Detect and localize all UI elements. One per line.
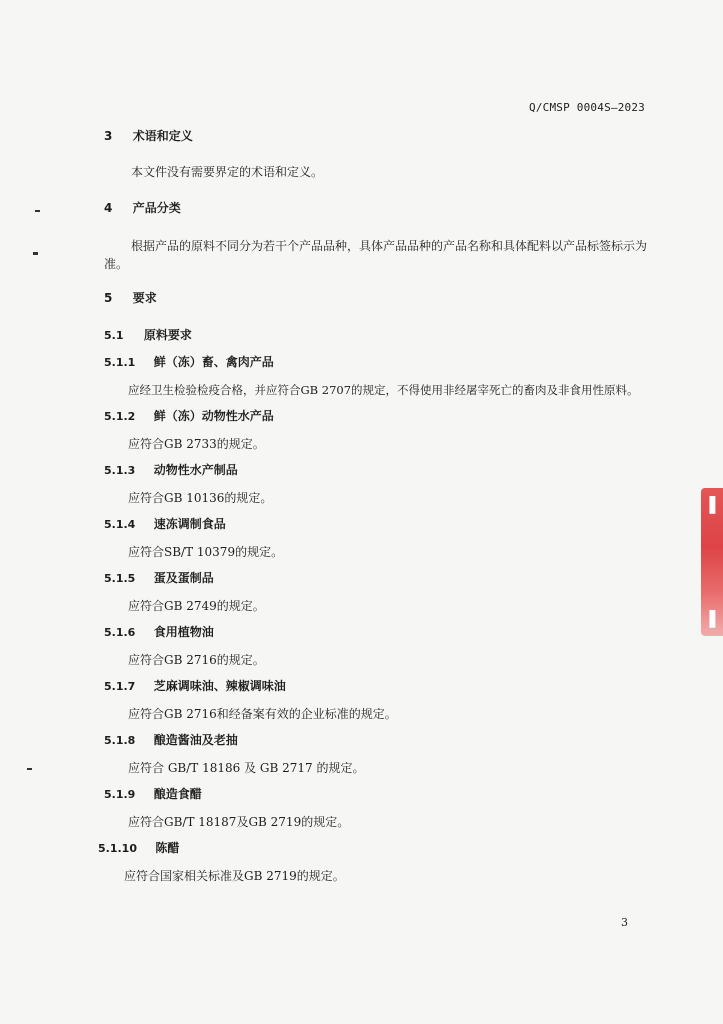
clause-number: 5.1.3 bbox=[104, 464, 136, 477]
clause-5-1-8-body: 应符合 GB/T 18186 及 GB 2717 的规定。 bbox=[128, 761, 365, 775]
clause-5-1-1-heading bbox=[104, 354, 274, 371]
scan-speck bbox=[33, 252, 38, 255]
clause-title: 鲜（冻）动物性水产品 bbox=[153, 409, 274, 423]
clause-5-1-7-body: 应符合GB 2716和经备案有效的企业标准的规定。 bbox=[128, 707, 397, 721]
clause-number: 5.1.5 bbox=[104, 572, 136, 585]
section-number: 3 bbox=[104, 129, 113, 143]
clause-5-1-4-body: 应符合SB/T 10379的规定。 bbox=[128, 545, 284, 559]
document-code: Q/CMSP 0004S—2023 bbox=[529, 101, 645, 114]
clause-5-1-9-body: 应符合GB/T 18187及GB 2719的规定。 bbox=[128, 815, 350, 829]
clause-title: 食用植物油 bbox=[153, 625, 214, 639]
scan-speck bbox=[35, 210, 40, 212]
clause-number: 5.1.8 bbox=[104, 734, 136, 747]
clause-5-1-3-body: 应符合GB 10136的规定。 bbox=[128, 491, 273, 505]
seal-glyph-fragment: ▌ bbox=[709, 496, 721, 514]
section-3-body: 本文件没有需要界定的术语和定义。 bbox=[131, 165, 324, 179]
section-4-heading bbox=[104, 200, 181, 216]
clause-title: 鲜（冻）畜、禽肉产品 bbox=[153, 355, 274, 369]
official-seal-fragment bbox=[701, 488, 723, 636]
clause-5-1-4-heading bbox=[104, 516, 226, 533]
clause-title: 酿造酱油及老抽 bbox=[153, 733, 238, 747]
clause-5-1-5-heading bbox=[104, 570, 214, 587]
seal-glyph-fragment: ▌ bbox=[709, 610, 721, 628]
clause-number: 5.1.9 bbox=[104, 788, 136, 801]
subsection-number: 5.1 bbox=[104, 329, 124, 342]
scan-speck bbox=[27, 768, 32, 770]
section-number: 4 bbox=[104, 201, 113, 215]
clause-number: 5.1.1 bbox=[104, 356, 136, 369]
clause-5-1-6-heading bbox=[104, 624, 214, 641]
clause-5-1-7-heading bbox=[104, 678, 286, 695]
clause-5-1-9-heading bbox=[104, 786, 202, 803]
clause-5-1-2-body: 应符合GB 2733的规定。 bbox=[128, 437, 265, 451]
clause-5-1-6-body: 应符合GB 2716的规定。 bbox=[128, 653, 265, 667]
section-number: 5 bbox=[104, 291, 113, 305]
clause-5-1-2-heading bbox=[104, 408, 274, 425]
page-number: 3 bbox=[621, 916, 628, 929]
section-4-body-line1: 根据产品的原料不同分为若干个产品品种，具体产品品种的产品名称和具体配料以产品标签标示为 bbox=[131, 239, 648, 253]
subsection-title: 原料要求 bbox=[143, 328, 192, 342]
clause-number: 5.1.10 bbox=[98, 842, 137, 855]
section-5-heading bbox=[104, 290, 157, 306]
clause-number: 5.1.7 bbox=[104, 680, 136, 693]
clause-title: 蛋及蛋制品 bbox=[153, 571, 214, 585]
clause-title: 芝麻调味油、辣椒调味油 bbox=[153, 679, 286, 693]
section-4-body-line2: 准。 bbox=[104, 257, 129, 271]
clause-5-1-1-body: 应经卫生检验检疫合格，并应符合GB 2707的规定，不得使用非经屠宰死亡的畜肉及非食用性原料。 bbox=[128, 383, 639, 397]
section-title: 要求 bbox=[132, 291, 157, 305]
clause-5-1-3-heading bbox=[104, 462, 238, 479]
subsection-5-1-heading bbox=[104, 327, 192, 344]
clause-title: 陈醋 bbox=[155, 841, 180, 855]
clause-title: 速冻调制食品 bbox=[153, 517, 226, 531]
section-title: 术语和定义 bbox=[132, 129, 193, 143]
clause-5-1-5-body: 应符合GB 2749的规定。 bbox=[128, 599, 265, 613]
clause-title: 动物性水产制品 bbox=[153, 463, 238, 477]
section-3-heading bbox=[104, 128, 193, 144]
clause-number: 5.1.2 bbox=[104, 410, 136, 423]
clause-number: 5.1.4 bbox=[104, 518, 136, 531]
clause-5-1-10-heading bbox=[98, 840, 179, 857]
clause-number: 5.1.6 bbox=[104, 626, 136, 639]
clause-title: 酿造食醋 bbox=[153, 787, 202, 801]
section-title: 产品分类 bbox=[132, 201, 181, 215]
clause-5-1-10-body: 应符合国家相关标准及GB 2719的规定。 bbox=[124, 869, 345, 883]
clause-5-1-8-heading bbox=[104, 732, 238, 749]
